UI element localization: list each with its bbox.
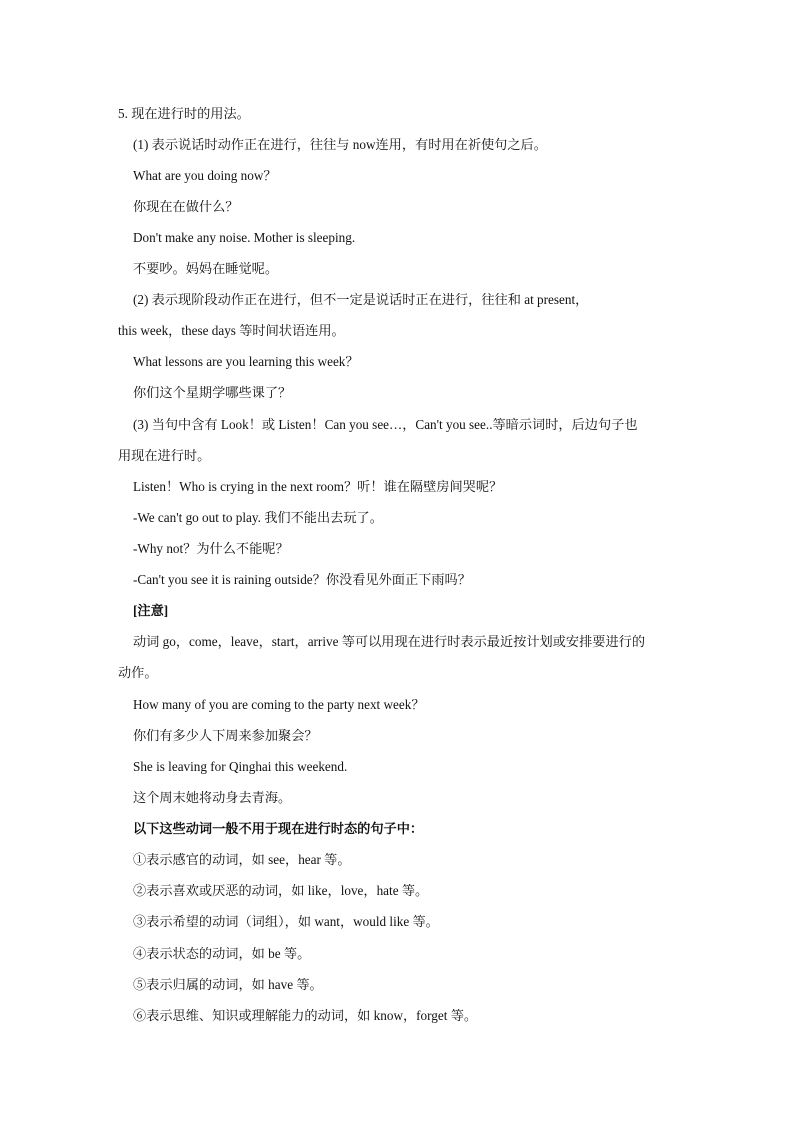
example-english: Don't make any noise. Mother is sleeping. [133, 230, 356, 245]
verb-category-item: ③表示希望的动词（词组），如 want，would like 等。 [133, 914, 439, 929]
example-chinese: 你们这个星期学哪些课了？ [133, 385, 292, 400]
example-chinese: 你们有多少人下周来参加聚会？ [133, 728, 318, 743]
note-heading: [注意] [133, 603, 169, 618]
rule-2-text: (2) 表示现阶段动作正在进行，但不一定是说话时正在进行，往往和 at present， [133, 292, 589, 307]
example-bilingual: Listen！Who is crying in the next room？听！谁在隔壁房间哭呢？ [133, 479, 503, 494]
example-english: What are you doing now？ [133, 168, 277, 183]
example-chinese: 你现在在做什么？ [133, 199, 239, 214]
rule-1-text: (1) 表示说话时动作正在进行，往往与 now连用，有时用在祈使句之后。 [133, 137, 547, 152]
verb-category-item: ④表示状态的动词，如 be 等。 [133, 946, 311, 961]
verb-category-item: ②表示喜欢或厌恶的动词，如 like，love，hate 等。 [133, 883, 429, 898]
verb-category-item: ⑥表示思维、知识或理解能力的动词，如 know，forget 等。 [133, 1008, 478, 1023]
example-chinese: 这个周末她将动身去青海。 [133, 790, 292, 805]
dialogue-line: -Can't you see it is raining outside？你没看见外面正下雨吗？ [133, 572, 471, 587]
rule-2-text-continued: this week，these days 等时间状语连用。 [118, 323, 345, 338]
example-english: What lessons are you learning this week？ [133, 354, 359, 369]
example-english: How many of you are coming to the party next week？ [133, 697, 425, 712]
rule-3-text: (3) 当句中含有 Look！或 Listen！Can you see…，Can't you see..等暗示词时，后边句子也 [133, 417, 638, 432]
dialogue-line: -Why not？为什么不能呢？ [133, 541, 289, 556]
note-text: 动词 go，come，leave，start，arrive 等可以用现在进行时表示最近按计划或安排要进行的 [133, 634, 646, 649]
dialogue-line: -We can't go out to play. 我们不能出去玩了。 [133, 510, 383, 525]
verb-category-item: ⑤表示归属的动词，如 have 等。 [133, 977, 323, 992]
note-text-continued: 动作。 [118, 665, 158, 680]
example-english: She is leaving for Qinghai this weekend. [133, 759, 348, 774]
example-chinese: 不要吵。妈妈在睡觉呢。 [133, 261, 279, 276]
rule-3-text-continued: 用现在进行时。 [118, 448, 211, 463]
verb-category-item: ①表示感官的动词，如 see，hear 等。 [133, 852, 351, 867]
verbs-heading: 以下这些动词一般不用于现在进行时态的句子中： [133, 821, 424, 836]
section-heading: 5. 现在进行时的用法。 [118, 106, 250, 121]
